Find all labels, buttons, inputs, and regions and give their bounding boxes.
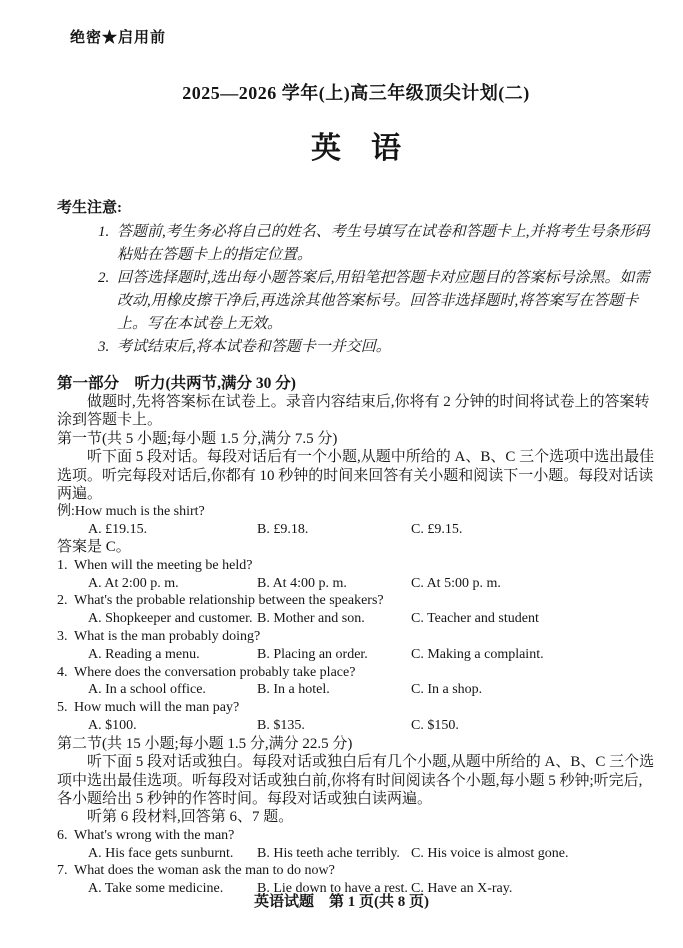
question-text: How much will the man pay? (74, 700, 240, 716)
question-number: 4. (57, 664, 68, 680)
question-options (57, 717, 655, 735)
question-stem (57, 664, 655, 682)
question-text: Where does the conversation probably take place? (74, 664, 356, 680)
option-c: C. Teacher and student (411, 611, 539, 627)
notice-item-text: 回答选择题时,选出每小题答案后,用铅笔把答题卡对应题目的答案标号涂黑。如需改动,用橡皮擦干净后,再选涂其他答案标号。回答非选择题时,将答案写在答题卡上。写在本试卷上无效。 (117, 270, 650, 332)
question-stem (57, 592, 655, 610)
question-stem (57, 862, 655, 880)
option-b: B. £9.18. (257, 522, 309, 538)
option-b: B. At 4:00 p. m. (257, 575, 347, 591)
section2-instructions: 听下面 5 段对话或独白。每段对话或独白后有几个小题,从题中所给的 A、B、C 三个选项中选出最佳选项。听每段对话或独白前,你将有时间阅读各个小题,每小题 5 秒钟;听完后,各小题给出 5 秒钟的作答时间。每段对话或独白读两遍。 (57, 754, 655, 808)
option-b: B. Lie down to have a rest. (257, 881, 408, 897)
option-c: C. In a shop. (411, 682, 483, 698)
example-question: How much is the shirt? (74, 504, 205, 520)
option-a: A. Reading a menu. (88, 646, 200, 662)
question-number: 2. (57, 593, 68, 609)
option-a: A. Shopkeeper and customer. (88, 611, 253, 627)
question-stem (57, 827, 655, 845)
option-b: B. Placing an order. (257, 646, 368, 662)
notice-item-number: 3. (98, 339, 110, 355)
question-options (57, 610, 655, 628)
option-a: A. $100. (88, 718, 137, 733)
page-footer: 英语试题 第 1 页(共 8 页) (254, 894, 429, 910)
option-c: C. At 5:00 p. m. (411, 575, 501, 591)
example-options (57, 521, 655, 539)
part1-listening (57, 374, 655, 898)
example-block (57, 503, 655, 556)
question-text: What's wrong with the man? (74, 827, 235, 843)
option-c: C. Making a complaint. (411, 646, 544, 662)
question-options (57, 575, 655, 593)
question-stem (57, 699, 655, 717)
notice-item-text: 答题前,考生务必将自己的姓名、考生号填写在试卷和答题卡上,并将考生号条形码粘贴在答题卡上的指定位置。 (117, 224, 650, 263)
question-number: 3. (57, 629, 68, 645)
question-text: What does the woman ask the man to do now? (74, 863, 335, 879)
example-answer-note: 答案是 C。 (57, 539, 131, 556)
option-b: B. $135. (257, 718, 305, 733)
option-b: B. In a hotel. (257, 682, 330, 698)
question-number: 5. (57, 700, 68, 716)
notice-item (98, 267, 655, 336)
option-a: A. At 2:00 p. m. (88, 575, 179, 591)
option-c: C. Have an X-ray. (411, 881, 513, 897)
question-options (57, 646, 655, 664)
question-stem (57, 557, 655, 575)
question-2 (57, 592, 655, 628)
candidate-notice-heading: 考生注意: (57, 200, 122, 216)
notice-item-number: 2. (98, 270, 110, 286)
notice-item (98, 221, 655, 267)
option-c: C. His voice is almost gone. (411, 845, 569, 861)
material-note: 听第 6 段材料,回答第 6、7 题。 (87, 809, 294, 826)
candidate-notice (57, 199, 655, 359)
candidate-notice-list (98, 221, 655, 359)
question-text: When will the meeting be held? (74, 557, 253, 573)
option-a: A. In a school office. (88, 682, 206, 698)
example-question-line (57, 503, 655, 521)
question-6 (57, 827, 655, 863)
option-a: A. £19.15. (88, 522, 148, 538)
question-5 (57, 699, 655, 735)
option-b: B. His teeth ache terribly. (257, 845, 400, 861)
question-text: What is the man probably doing? (74, 629, 261, 645)
question-options (57, 845, 655, 863)
question-number: 6. (57, 827, 68, 843)
question-1 (57, 557, 655, 593)
subject-title: 英 语 (311, 132, 401, 165)
question-number: 1. (57, 557, 68, 573)
section1-heading: 第一节(共 5 小题;每小题 1.5 分,满分 7.5 分) (57, 430, 338, 447)
part1-heading: 第一部分 听力(共两节,满分 30 分) (57, 375, 296, 392)
question-3 (57, 628, 655, 664)
option-c: C. £9.15. (411, 522, 463, 538)
part1-intro: 做题时,先将答案标在试卷上。录音内容结束后,你将有 2 分钟的时间将试卷上的答案转涂到答题卡上。 (57, 394, 650, 429)
notice-item-text: 考试结束后,将本试卷和答题卡一并交回。 (117, 339, 391, 355)
option-b: B. Mother and son. (257, 611, 365, 627)
section1-instructions: 听下面 5 段对话。每段对话后有一个小题,从题中所给的 A、B、C 三个选项中选出最佳选项。听完每段对话后,你都有 10 秒钟的时间来回答有关小题和阅读下一小题。每段对话读两遍。 (57, 449, 655, 503)
option-a: A. His face gets sunburnt. (88, 845, 234, 861)
option-a: A. Take some medicine. (88, 881, 224, 897)
example-label: 例: (57, 504, 75, 520)
question-options (57, 681, 655, 699)
notice-item-number: 1. (98, 224, 110, 240)
section2-heading: 第二节(共 15 小题;每小题 1.5 分,满分 22.5 分) (57, 735, 353, 752)
notice-item (98, 336, 655, 359)
question-number: 7. (57, 863, 68, 879)
question-4 (57, 664, 655, 700)
security-marking: 绝密★启用前 (70, 30, 167, 46)
question-stem (57, 628, 655, 646)
question-text: What's the probable relationship between the speakers? (74, 593, 384, 609)
option-c: C. $150. (411, 718, 459, 733)
exam-title: 2025—2026 学年(上)高三年级顶尖计划(二) (182, 83, 530, 103)
